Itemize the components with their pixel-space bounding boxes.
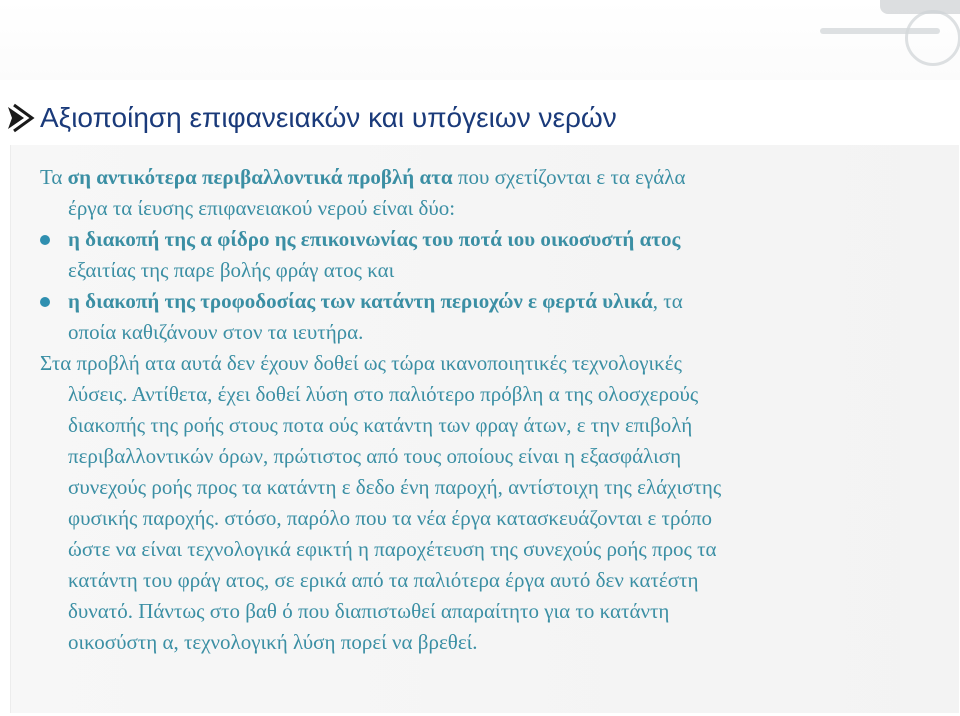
bullet-item-1: [40, 224, 940, 255]
arrow-bullet-icon: [2, 101, 36, 135]
bullet-2-rest: , τα: [652, 289, 683, 313]
body-line: δυνατό. Πάντως στο βαθ ό που διαπιστωθεί απαραίτητο για το κατάντη: [68, 599, 670, 623]
bullet-dot-icon: [40, 235, 50, 245]
bullet-2-text: [68, 286, 683, 317]
body-line: ώστε να είναι τεχνολογικά εφικτή η παροχέτευση της συνεχούς ροής προς τα: [68, 537, 717, 561]
header-band: [0, 0, 960, 80]
bullet-2-bold: η διακοπή της τροφοδοσίας των κατάντη περιοχών ε φερτά υλικά: [68, 289, 653, 313]
decorative-circle: [905, 10, 960, 66]
body-line: λύσεις. Αντίθετα, έχει δοθεί λύση στο παλιότερο πρόβλη α της ολοσχερούς: [68, 382, 699, 406]
bullet-item-2: [40, 286, 940, 317]
bullet-1-continuation: εξαιτίας της παρε βολής φράγ ατος και: [68, 258, 395, 282]
bullet-2-continuation: οποία καθιζάνουν στον τα ιευτήρα.: [68, 320, 364, 344]
body-line: περιβαλλοντικών όρων, πρώτιστος από τους οποίους είναι η εξασφάλιση: [68, 444, 682, 468]
intro-line-1: [40, 162, 940, 193]
body-line: Στα προβλή ατα αυτά δεν έχουν δοθεί ως τώρα ικανοποιητικές τεχνολογικές: [40, 351, 682, 375]
intro-bold-text: ση αντικότερα περιβαλλοντικά προβλή ατα: [67, 165, 453, 189]
body-line: κατάντη του φράγ ατος, σε ερικά από τα παλιότερα έργα αυτό δεν κατέστη: [68, 568, 699, 592]
body-line: οικοσύστη α, τεχνολογική λύση πορεί να βρεθεί.: [68, 630, 478, 654]
title-row: [0, 96, 960, 140]
body-line: διακοπής της ροής στους ποτα ούς κατάντη των φραγ άτων, ε την επιβολή: [68, 413, 693, 437]
body-line: φυσικής παροχής. στόσο, παρόλο που τα νέα έργα κατασκευάζονται ε τρόπο: [68, 506, 713, 530]
intro-text-end: που σχετίζονται ε τα εγάλα: [452, 165, 686, 189]
intro-line-2: έργα τα ίευσης επιφανειακού νερού είναι δύο:: [68, 196, 456, 220]
slide-title: Αξιοποίηση επιφανειακών και υπόγειων νερών: [40, 102, 617, 133]
bullet-dot-icon: [40, 297, 50, 307]
intro-text: Τα: [40, 165, 68, 189]
bullet-1-text: η διακοπή της α φίδρο ης επικοινωνίας του ποτά ιου οικοσυστή ατος: [68, 227, 681, 251]
decorative-line: [820, 28, 940, 34]
body-line: συνεχούς ροής προς τα κατάντη ε δεδο ένη παροχή, αντίστοιχη της ελάχιστης: [68, 475, 722, 499]
slide-body: [40, 162, 940, 658]
